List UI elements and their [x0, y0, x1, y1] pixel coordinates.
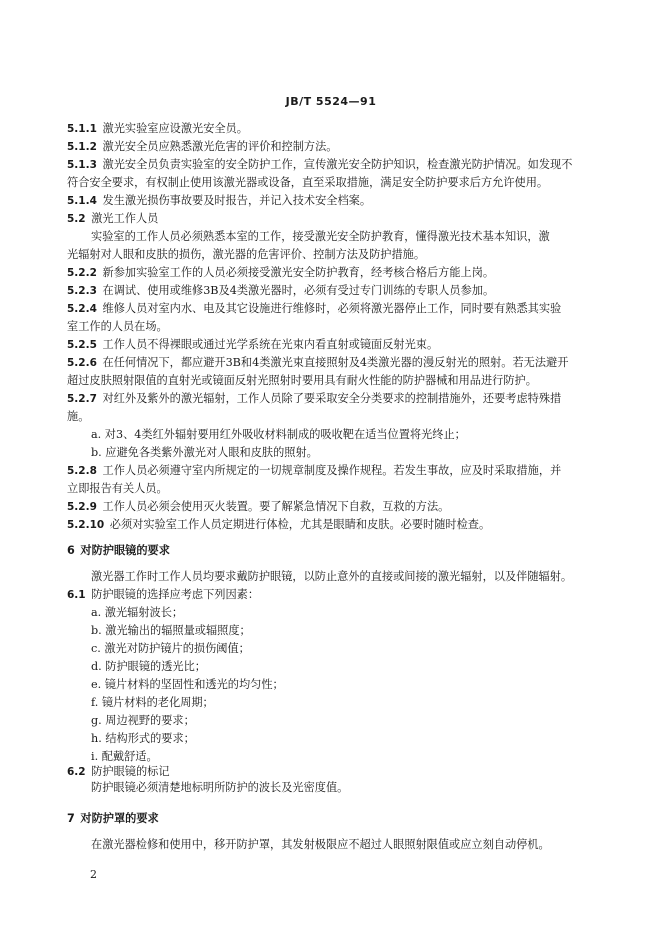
text-line — [91, 696, 214, 710]
text-line — [91, 732, 195, 746]
section-heading — [67, 812, 159, 826]
clause-text: 发生激光损伤事故要及时报告，并记入技术安全档案。 — [102, 194, 372, 207]
clause-text: 立即报告有关人员。 — [67, 482, 168, 495]
text-line — [67, 392, 561, 406]
clause-text: b. 应避免各类紫外激光对人眼和皮肤的照射。 — [91, 446, 318, 459]
clause-text: 激光安全员负责实验室的安全防护工作，宣传激光安全防护知识，检查激光防护情况。如发现不 — [102, 158, 573, 171]
clause-text: 在任何情况下，都应避开3B和4类激光束直接照射及4类激光器的漫反射光的照射。若无法避开 — [102, 356, 569, 369]
text-line — [67, 158, 572, 172]
clause-number: 5.2.4 — [67, 303, 97, 315]
clause-text: 在调试、使用或维修3B及4类激光器时，必须有受过专门训练的专职人员参加。 — [102, 284, 495, 297]
text-line — [67, 338, 438, 352]
section-heading — [67, 544, 170, 558]
standard-code-header: JB/T 5524—91 — [285, 95, 377, 108]
clause-text: 防护眼镜的选择应考虑下列因素： — [91, 588, 260, 601]
text-line — [67, 410, 89, 424]
clause-number: 5.1.4 — [67, 195, 97, 207]
text-line — [91, 624, 251, 638]
page-number: 2 — [90, 868, 97, 881]
clause-text: 对红外及紫外的激光辐射，工作人员除了要采取安全分类要求的控制措施外，还要考虑特殊措 — [102, 392, 562, 405]
text-line — [67, 194, 371, 208]
text-line — [67, 518, 490, 532]
clause-text: h. 结构形式的要求； — [91, 732, 195, 745]
clause-text: d. 防护眼镜的透光比； — [91, 660, 206, 673]
text-line — [67, 176, 548, 190]
text-line — [67, 482, 168, 496]
clause-number: 5.1.3 — [67, 159, 97, 171]
clause-number: 5.2.5 — [67, 339, 97, 351]
text-line — [91, 838, 550, 852]
clause-text: f. 镜片材料的老化周期； — [91, 696, 214, 709]
clause-text: 室工作的人员在场。 — [67, 320, 168, 333]
text-line — [67, 266, 494, 280]
text-line — [67, 284, 494, 298]
text-line — [91, 750, 158, 764]
text-line — [67, 374, 537, 388]
text-line — [67, 588, 259, 602]
clause-text: c. 激光对防护镜片的损伤阈值； — [91, 642, 250, 655]
clause-text: a. 对3、4类红外辐射要用红外吸收材料制成的吸收靶在适当位置将光终止； — [91, 428, 466, 441]
clause-number: 6 — [67, 544, 75, 557]
clause-text: g. 周边视野的要求； — [91, 714, 195, 727]
text-line — [91, 642, 250, 656]
text-line — [67, 140, 337, 154]
clause-number: 5.2.8 — [67, 465, 97, 477]
text-line — [91, 714, 195, 728]
clause-text: a. 激光辐射波长； — [91, 606, 184, 619]
clause-number: 7 — [67, 812, 75, 825]
clause-text: 维修人员对室内水、电及其它设施进行维修时，必须将激光器停止工作，同时要有熟悉其实验 — [102, 302, 562, 315]
clause-text: 激光实验室应设激光安全员。 — [102, 122, 248, 135]
clause-number: 6.1 — [67, 589, 86, 601]
text-line — [67, 212, 158, 226]
clause-number: 6.2 — [67, 766, 86, 778]
text-line — [67, 464, 561, 478]
text-line — [67, 356, 568, 370]
clause-text: 对防护罩的要求 — [80, 812, 159, 825]
text-line — [67, 500, 449, 514]
clause-text: 激光工作人员 — [91, 212, 159, 225]
clause-number: 5.1.2 — [67, 141, 97, 153]
text-line — [67, 320, 168, 334]
clause-number: 5.2.6 — [67, 357, 97, 369]
clause-text: e. 镜片材料的坚固性和透光的均匀性； — [91, 678, 284, 691]
clause-text: 超过皮肤照射限值的直射光或镜面反射光照射时要用具有耐火性能的防护器械和用品进行防护。 — [67, 374, 537, 387]
text-line — [67, 765, 170, 779]
clause-text: b. 激光输出的辐照量或辐照度； — [91, 624, 251, 637]
clause-number: 5.2.9 — [67, 501, 97, 513]
clause-text: 符合安全要求，有权制止使用该激光器或设备，直至采取措施，满足安全防护要求后方允许使用。 — [67, 176, 549, 189]
clause-text: 防护眼镜的标记 — [91, 765, 170, 778]
clause-number: 5.2 — [67, 213, 86, 225]
text-line — [67, 248, 425, 262]
clause-text: 激光安全员应熟悉激光危害的评价和控制方法。 — [102, 140, 338, 153]
clause-number: 5.1.1 — [67, 123, 97, 135]
clause-text: 激光器工作时工作人员均要求戴防护眼镜，以防止意外的直接或间接的激光辐射，以及伴随辐射。 — [91, 570, 573, 583]
text-line — [91, 230, 550, 244]
clause-text: 工作人员不得裸眼或通过光学系统在光束内看直射或镜面反射光束。 — [102, 338, 439, 351]
text-line — [67, 122, 248, 136]
text-line — [91, 428, 466, 442]
clause-text: 工作人员必须会使用灭火装置。要了解紧急情况下自救，互救的方法。 — [102, 500, 450, 513]
clause-text: i. 配戴舒适。 — [91, 750, 158, 763]
text-line — [91, 570, 572, 584]
text-line — [91, 660, 206, 674]
clause-number: 5.2.2 — [67, 267, 97, 279]
clause-number: 5.2.7 — [67, 393, 97, 405]
clause-text: 工作人员必须遵守室内所规定的一切规章制度及操作规程。若发生事故，应及时采取措施，并 — [102, 464, 562, 477]
text-line — [91, 446, 318, 460]
clause-text: 必须对实验室工作人员定期进行体检，尤其是眼睛和皮肤。必要时随时检查。 — [109, 518, 491, 531]
clause-text: 防护眼镜必须清楚地标明所防护的波长及光密度值。 — [91, 781, 349, 794]
clause-number: 5.2.3 — [67, 285, 97, 297]
clause-text: 光辐射对人眼和皮肤的损伤，激光器的危害评价、控制方法及防护措施。 — [67, 248, 426, 261]
clause-number: 5.2.10 — [67, 519, 105, 531]
text-line — [91, 606, 183, 620]
clause-text: 新参加实验室工作的人员必须接受激光安全防护教育，经考核合格后方能上岗。 — [102, 266, 495, 279]
clause-text: 实验室的工作人员必须熟悉本室的工作，接受激光安全防护教育，懂得激光技术基本知识，激 — [91, 230, 550, 243]
clause-text: 在激光器检修和使用中，移开防护罩，其发射极限应不超过人眼照射限值或应立刻自动停机。 — [91, 838, 550, 851]
clause-text: 施。 — [67, 410, 90, 423]
text-line — [91, 781, 348, 795]
clause-text: 对防护眼镜的要求 — [80, 544, 170, 557]
text-line — [91, 678, 284, 692]
text-line — [67, 302, 561, 316]
